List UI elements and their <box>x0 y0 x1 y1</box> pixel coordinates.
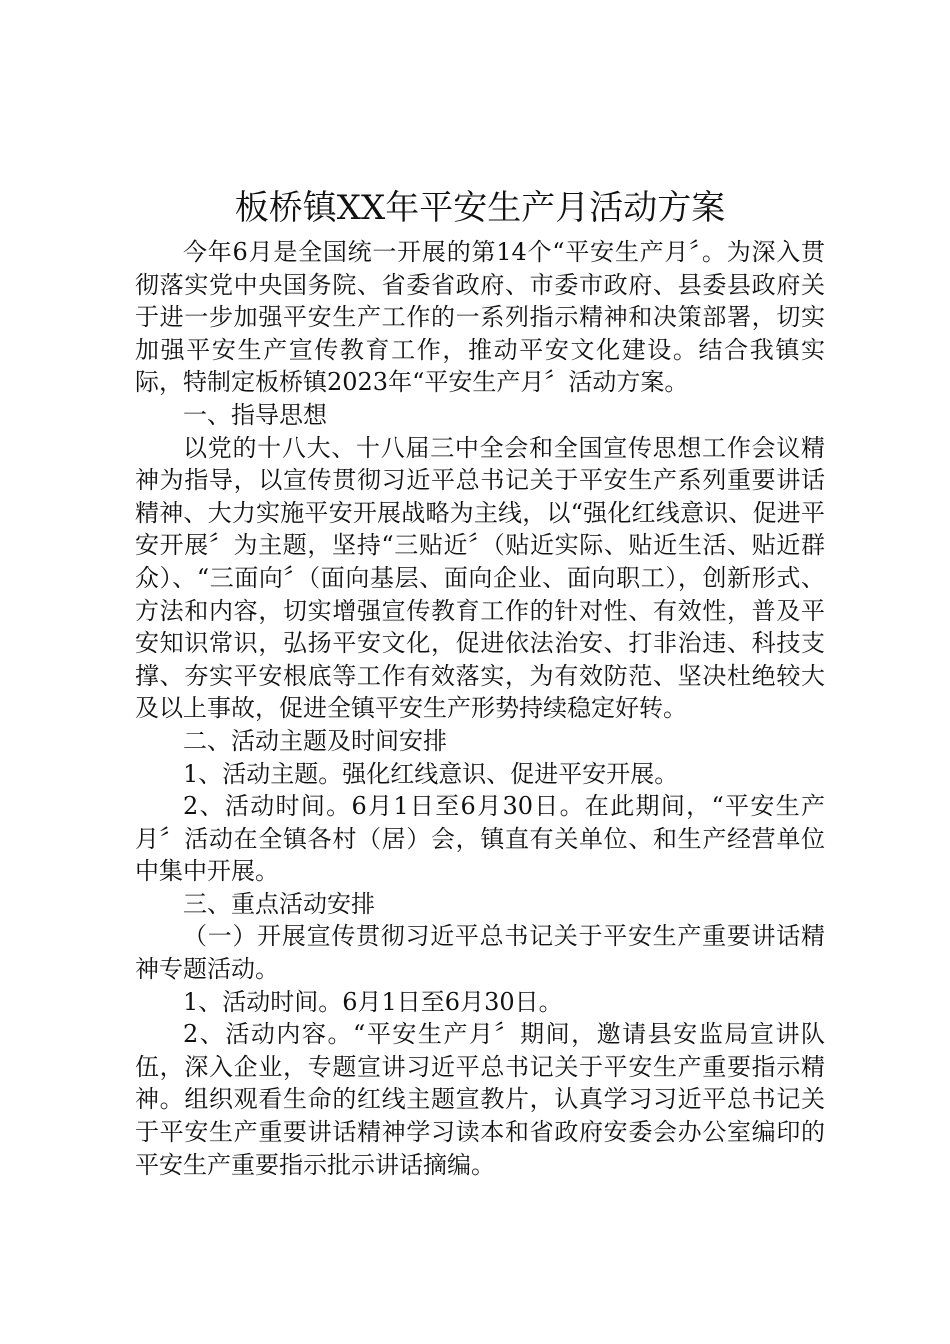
activity-time-paragraph: 2、活动时间。6月1日至6月30日。在此期间，“平安生产月〞活动在全镇各村（居）会，镇直有关单位、和生产经营单位中集中开展。 <box>135 792 825 886</box>
guiding-thought-paragraph: 以党的十八大、十八届三中全会和全国宣传思想工作会议精神为指导，以宣传贯彻习近平总书记关于平安生产系列重要讲话精神、大力实施平安开展战略为主线，以“强化红线意识、促进平安开展〞为主题，坚持“三贴近〞（贴近实际、贴近生活、贴近群众）、“三面向〞（面向基层、面向企业、面向职工），创新形式、方法和内容，切实增强宣传教育工作的针对性、有效性，普及平安知识常识，弘扬平安文化，促进依法治安、打非治违、科技支撑、夯实平安根底等工作有效落实，为有效防范、坚决杜绝较大及以上事故，促进全镇平安生产形势持续稳定好转。 <box>135 433 825 723</box>
subsection-time-paragraph: 1、活动时间。6月1日至6月30日。 <box>183 987 563 1016</box>
document-title: 板桥镇XX年平安生产月活动方案 <box>234 188 726 228</box>
section-heading-key-activities: 三、重点活动安排 <box>183 889 375 918</box>
subsection-content-paragraph: 2、活动内容。“平安生产月〞期间，邀请县安监局宣讲队伍，深入企业，专题宣讲习近平总书记关于平安生产重要指示精神。组织观看生命的红线主题宣教片，认真学习习近平总书记关于平安生产重要讲话精神学习读本和省政府安委会办公室编印的平安生产重要指示批示讲话摘编。 <box>135 1020 825 1179</box>
intro-paragraph: 今年6月是全国统一开展的第14个“平安生产月〞。为深入贯彻落实党中央国务院、省委省政府、市委市政府、县委县政府关于进一步加强平安生产工作的一系列指示精神和决策部署，切实加强平安生产宣传教育工作，推动平安文化建设。结合我镇实际，特制定板桥镇2023年“平安生产月〞活动方案。 <box>135 238 825 397</box>
document-body <box>135 182 825 1181</box>
section-heading-theme-schedule: 二、活动主题及时间安排 <box>183 726 447 755</box>
subsection-heading-speech-study: （一）开展宣传贯彻习近平总书记关于平安生产重要讲话精神专题活动。 <box>135 922 825 984</box>
activity-theme-paragraph: 1、活动主题。强化红线意识、促进平安开展。 <box>183 759 679 788</box>
section-heading-guiding-thought: 一、指导思想 <box>183 400 327 429</box>
